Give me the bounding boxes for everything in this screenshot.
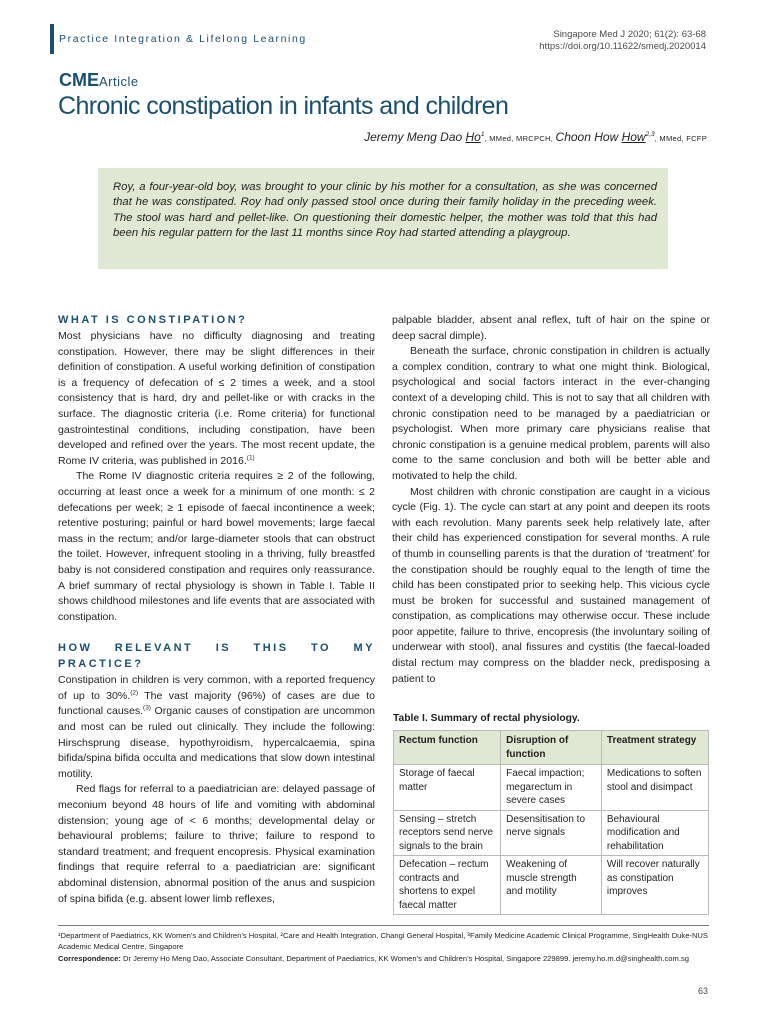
table-header-row	[394, 731, 709, 765]
author-affil-ref: 2,3	[645, 131, 655, 138]
header-accent-bar	[50, 24, 54, 54]
correspondence-label: Correspondence:	[58, 954, 121, 963]
table-row	[394, 856, 709, 915]
table-cell: Behavioural modification and rehabilitation	[601, 810, 708, 856]
table-cell: Storage of faecal matter	[394, 765, 501, 811]
page-number: 63	[697, 986, 708, 996]
author-affil-ref: 1	[480, 131, 485, 138]
paragraph: The Rome IV diagnostic criteria requires ≥ 2 of the following, occurring at least once a week for a minimum of one month: ≤ 2 defecations per week; ≥ 1 episode of faecal incontinence a week; retentive posturing; painful or hard bowel movements; large faecal mass in the rectum; and/or large-diameter stools that can obstruct the toilet. However, infrequent stooling in a thriving, fully breastfed baby is not considered constipation and requires only reassurance. A brief summary of rectal physiology is shown in Table I. Table II shows childhood milestones and life events that are associated with constipation.	[58, 470, 375, 623]
table-row	[394, 765, 709, 811]
section-heading: WHAT IS CONSTIPATION?	[58, 314, 248, 326]
table-cell: Desensitisation to nerve signals	[501, 810, 602, 856]
article-label: Article	[99, 74, 139, 89]
column-header: Disruption of function	[501, 731, 602, 765]
cme-label: CME	[59, 70, 99, 90]
section-heading: HOW RELEVANT IS THIS TO MY PRACTICE?	[58, 642, 375, 671]
author-list	[364, 130, 707, 144]
table-cell: Medications to soften stool and disimpact	[601, 765, 708, 811]
paragraph-text: The vast majority (96%) of cases are due to functional causes.	[58, 689, 375, 718]
table-cell: Will recover naturally as constipation improves	[601, 856, 708, 915]
series-title: Practice Integration & Lifelong Learning	[59, 33, 307, 45]
citation-ref[interactable]: (3)	[143, 704, 151, 712]
correspondence-text: Dr Jeremy Ho Meng Dao, Associate Consultant, Department of Paediatrics, KK Women’s and Children’s Hospital, Singapore 229899. jeremy.ho.m.d@singhealth.com.sg	[120, 954, 689, 963]
paragraph	[58, 673, 375, 782]
text-column-left	[58, 312, 375, 907]
column-header: Treatment strategy	[601, 731, 708, 765]
table-cell: Weakening of muscle strength and motility	[501, 856, 602, 915]
table-cell: Defecation – rectum contracts and shortens to expel faecal matter	[394, 856, 501, 915]
article-title: Chronic constipation in infants and children	[58, 92, 509, 120]
author-surname: How	[621, 130, 646, 144]
citation-ref[interactable]: (1)	[246, 454, 255, 462]
affiliations-footnote: ¹Department of Paediatrics, KK Women’s and Children’s Hospital, ²Care and Health Integration, Changi General Hospital, ³Family Medicine Academic Clinical Programme, SingHealth Duke-NUS Academic Medical Centre, Singapore	[58, 931, 708, 951]
paragraph	[58, 329, 375, 469]
paragraph: Red flags for referral to a paediatrician are: delayed passage of meconium beyond 48 hours of life and vomiting with abdominal distension; young age of < 6 months; developmental delay or behavioural problems; failure to thrive; failure to respond to standard treatment; and frequent encopresis. Physical examination findings that require referral to a paediatrician are: significant abdominal distension, abnormal position of the anus and suspicion of spina bifida (e.g. absent lower limb reflexes,	[58, 783, 375, 905]
footnote-divider	[58, 925, 709, 926]
paragraph: Most children with chronic constipation are caught in a vicious cycle (Fig. 1). The cycle can start at any point and deepen its roots with each revolution. Many parents seek help relatively late, after their child has experienced constipation for several months. A rule of thumb in counselling parents is that the duration of ‘treatment’ for the constipation should be roughly equal to the length of time the child has been constipated prior to seeking help. This vicious cycle must be broken for successful and sustained management of constipation, as complications may otherwise occur. These include poor appetite, failure to thrive, encopresis (the involuntary soiling of underwear with stool), anal fissures and cystitis (the faecal-loaded distal rectum may compress on the bladder neck, predisposing a patient to	[392, 485, 710, 685]
author-degrees: , MMed, FCFP	[654, 134, 707, 143]
table-caption: Table I. Summary of rectal physiology.	[393, 713, 580, 724]
journal-citation-line: Singapore Med J 2020; 61(2): 63-68	[553, 29, 706, 40]
doi-link[interactable]: https://doi.org/10.11622/smedj.2020014	[539, 41, 706, 52]
author-given-name: Jeremy Meng Dao	[364, 130, 466, 144]
author-surname: Ho	[465, 130, 481, 144]
paragraph-text: Organic causes of constipation are uncommon and most can be ruled out clinically. They include the following: Hirschsprung disease, hypothyroidism, hypercalcaemia, spina bifida/spina bifida occulta and medications that slow down intestinal motility.	[58, 705, 375, 780]
paragraph: Beneath the surface, chronic constipation in children is actually a complex condition, contrary to what one might think. Biological, psychological and social factors interact in the ever-changing context of a developing child. This is not to say that all children with chronic constipation need to be managed by a paediatrician or psychologist. When more primary care physicians realise that chronic constipation is a genuine medical problem, parents will also come to the same conclusion and both will be better able and motivated to help the child.	[392, 345, 710, 482]
column-header: Rectum function	[394, 731, 501, 765]
paragraph: palpable bladder, absent anal reflex, tuft of hair on the spine or deep sacral dimple).	[392, 314, 710, 342]
table-cell: Faecal impaction; megarectum in severe cases	[501, 765, 602, 811]
paragraph-text: Most physicians have no difficulty diagnosing and treating constipation. However, there may be slight differences in their definition of constipation. A useful working definition of constipation is a frequency of defecation of ≤ 2 times a week, and a stool consistency that is hard, dry and pellet-like or with cracks in the surface. The diagnostic criteria (i.e. Rome criteria) for functional gastrointestinal conditions, including constipation, have been developed and refined over the years. The most recent update, the Rome IV criteria, was published in 2016.	[58, 330, 375, 467]
table-cell: Sensing – stretch receptors send nerve signals to the brain	[394, 810, 501, 856]
article-type-label	[59, 70, 139, 91]
paragraph-text: Constipation in children is very common, with a reported frequency of up to 30%.	[58, 674, 375, 702]
table-row	[394, 810, 709, 856]
citation-ref[interactable]: (2)	[130, 689, 139, 697]
text-column-right	[392, 313, 710, 687]
journal-citation	[539, 29, 706, 53]
rectal-physiology-table	[393, 730, 709, 915]
author-degrees: , MMed, MRCPCH,	[484, 134, 556, 143]
correspondence-footnote	[58, 954, 718, 963]
author-given-name: Choon How	[555, 130, 622, 144]
case-scenario-box: Roy, a four-year-old boy, was brought to your clinic by his mother for a consultation, as she was concerned that he was constipated. Roy had only passed stool once during their family holiday in the preceding week. The stool was hard and pellet-like. On questioning their domestic helper, the mother was told that this had been his regular pattern for the last 11 months since Roy had started attending a playgroup.	[98, 168, 668, 269]
